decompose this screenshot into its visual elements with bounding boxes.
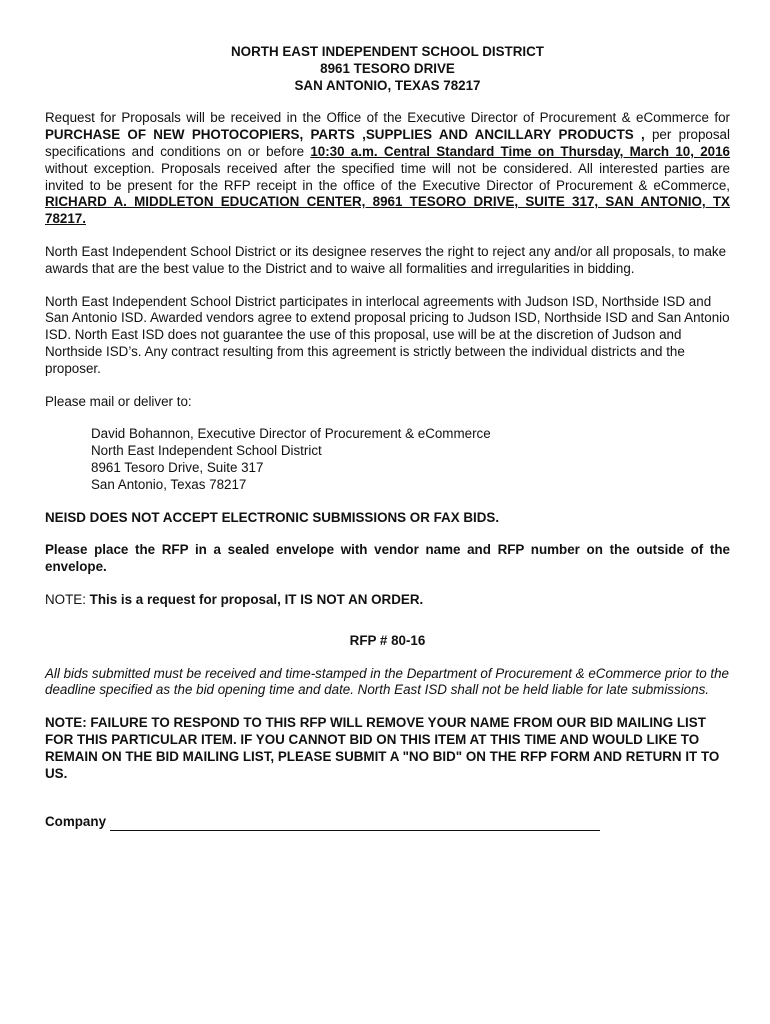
rights-paragraph: North East Independent School District or its designee reserves the right to reject any and/or all proposals, to make awards that are the best value to the District and to waive all formalities and irregularities in bidding. xyxy=(45,243,727,276)
document-page xyxy=(45,44,730,831)
interlocal-paragraph: North East Independent School District participates in interlocal agreements with Judson ISD, Northside ISD and San Antonio ISD. Awarded vendors agree to extend proposal pricing to Judson ISD, Northside ISD and San Antonio ISD. North East ISD does not guarantee the use of this proposal, use will be at the discretion of Judson and Northside ISD’s. Any contract resulting from this agreement is strictly between the individual districts and the proposer. xyxy=(45,293,730,376)
purchase-title: PURCHASE OF NEW PHOTOCOPIERS, PARTS ,SUPPLIES AND ANCILLARY PRODUCTS , xyxy=(45,127,645,143)
district-header xyxy=(45,44,730,94)
order-note xyxy=(45,592,730,609)
intro-text-1: Request for Proposals will be received in the Office of the Executive Director of Procurement & eCommerce for xyxy=(45,110,730,126)
company-blank-line[interactable] xyxy=(110,817,600,831)
company-field xyxy=(45,814,730,831)
district-name: NORTH EAST INDEPENDENT SCHOOL DISTRICT xyxy=(231,44,544,59)
note-label: NOTE: xyxy=(45,591,90,607)
intro-paragraph xyxy=(45,110,730,228)
receipt-location: RICHARD A. MIDDLETON EDUCATION CENTER, 8961 TESORO DRIVE, SUITE 317, SAN ANTONIO, TX 78217. xyxy=(45,194,730,227)
note-text: This is a request for proposal, IT IS NOT AN ORDER. xyxy=(89,591,424,607)
address-line-1: David Bohannon, Executive Director of Procurement & eCommerce xyxy=(91,426,491,442)
no-electronic-notice: NEISD DOES NOT ACCEPT ELECTRONIC SUBMISSIONS OR FAX BIDS. xyxy=(45,509,500,525)
mailing-address xyxy=(91,426,730,493)
deadline-text: 10:30 a.m. Central Standard Time on Thursday, March 10, 2016 xyxy=(310,143,730,159)
late-submission-notice: All bids submitted must be received and time-stamped in the Department of Procurement & eCommerce prior to the deadline specified as the bid opening time and date. North East ISD shall not be held liable for late submissions. xyxy=(45,665,729,698)
company-label: Company xyxy=(45,814,107,830)
intro-text-3: without exception. Proposals received after the specified time will not be considered. All interested parties are invited to be present for the RFP receipt in the office of the Executive Director of Procurement & eCommerce, xyxy=(45,160,730,193)
intro-text-2: per proposal specifications and conditions on or before xyxy=(45,127,730,159)
rfp-number: RFP # 80-16 xyxy=(349,632,426,648)
district-city: SAN ANTONIO, TEXAS 78217 xyxy=(294,77,481,93)
address-line-2: North East Independent School District xyxy=(91,443,322,459)
mail-label: Please mail or deliver to: xyxy=(45,393,192,409)
failure-notice: NOTE: FAILURE TO RESPOND TO THIS RFP WILL REMOVE YOUR NAME FROM OUR BID MAILING LIST FOR THIS PARTICULAR ITEM. IF YOU CANNOT BID ON THIS ITEM AT THIS TIME AND WOULD LIKE TO REMAIN ON THE BID MAILING LIST, PLEASE SUBMIT A "NO BID" ON THE RFP FORM AND RETURN IT TO US. xyxy=(45,715,720,781)
district-street: 8961 TESORO DRIVE xyxy=(320,60,455,76)
address-line-4: San Antonio, Texas 78217 xyxy=(91,476,247,492)
sealed-envelope-notice: Please place the RFP in a sealed envelope with vendor name and RFP number on the outside of the envelope. xyxy=(45,542,730,575)
address-line-3: 8961 Tesoro Drive, Suite 317 xyxy=(91,459,264,475)
